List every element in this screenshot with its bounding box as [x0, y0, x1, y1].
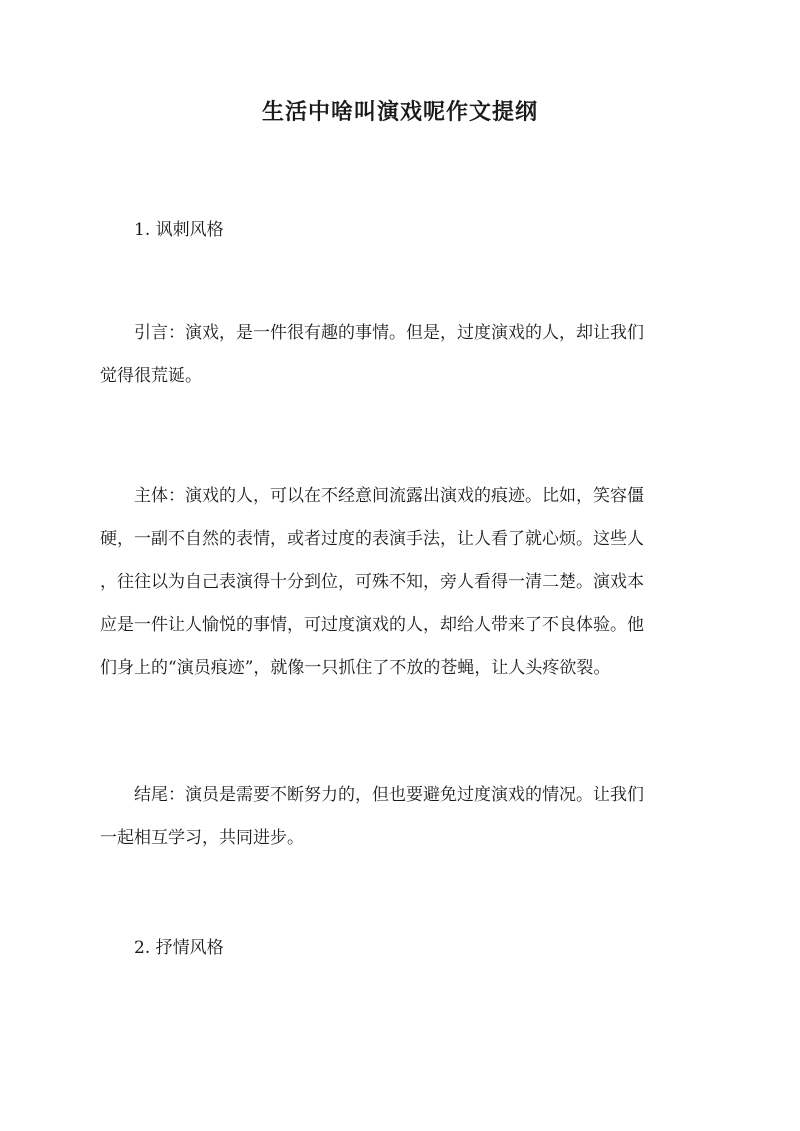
document-title: 生活中啥叫演戏呢作文提纲: [261, 99, 538, 125]
body-line-2: 硬，一副不自然的表情，或者过度的表演手法，让人看了就心烦。这些人: [100, 529, 644, 549]
body-line-3: ，往往以为自己表演得十分到位，可殊不知，旁人看得一清二楚。演戏本: [100, 572, 644, 592]
ending-paragraph: [100, 774, 700, 860]
intro-paragraph: [100, 312, 700, 398]
section-heading-lyrical: 2. 抒情风格: [134, 938, 224, 958]
intro-line-1: 引言：演戏，是一件很有趣的事情。但是，过度演戏的人，却让我们: [134, 323, 644, 343]
body-line-4: 应是一件让人愉悦的事情，可过度演戏的人，却给人带来了不良体验。他: [100, 615, 644, 635]
ending-line-2: 一起相互学习，共同进步。: [100, 828, 304, 848]
body-paragraph: [100, 475, 700, 690]
ending-line-1: 结尾：演员是需要不断努力的，但也要避免过度演戏的情况。让我们: [134, 785, 644, 805]
section-heading-satire: 1. 讽刺风格: [134, 220, 224, 240]
body-line-5: 们身上的“演员痕迹”，就像一只抓住了不放的苍蝇，让人头疼欲裂。: [100, 658, 611, 678]
intro-line-2: 觉得很荒诞。: [100, 366, 202, 386]
body-line-1: 主体：演戏的人，可以在不经意间流露出演戏的痕迹。比如，笑容僵: [134, 486, 644, 506]
